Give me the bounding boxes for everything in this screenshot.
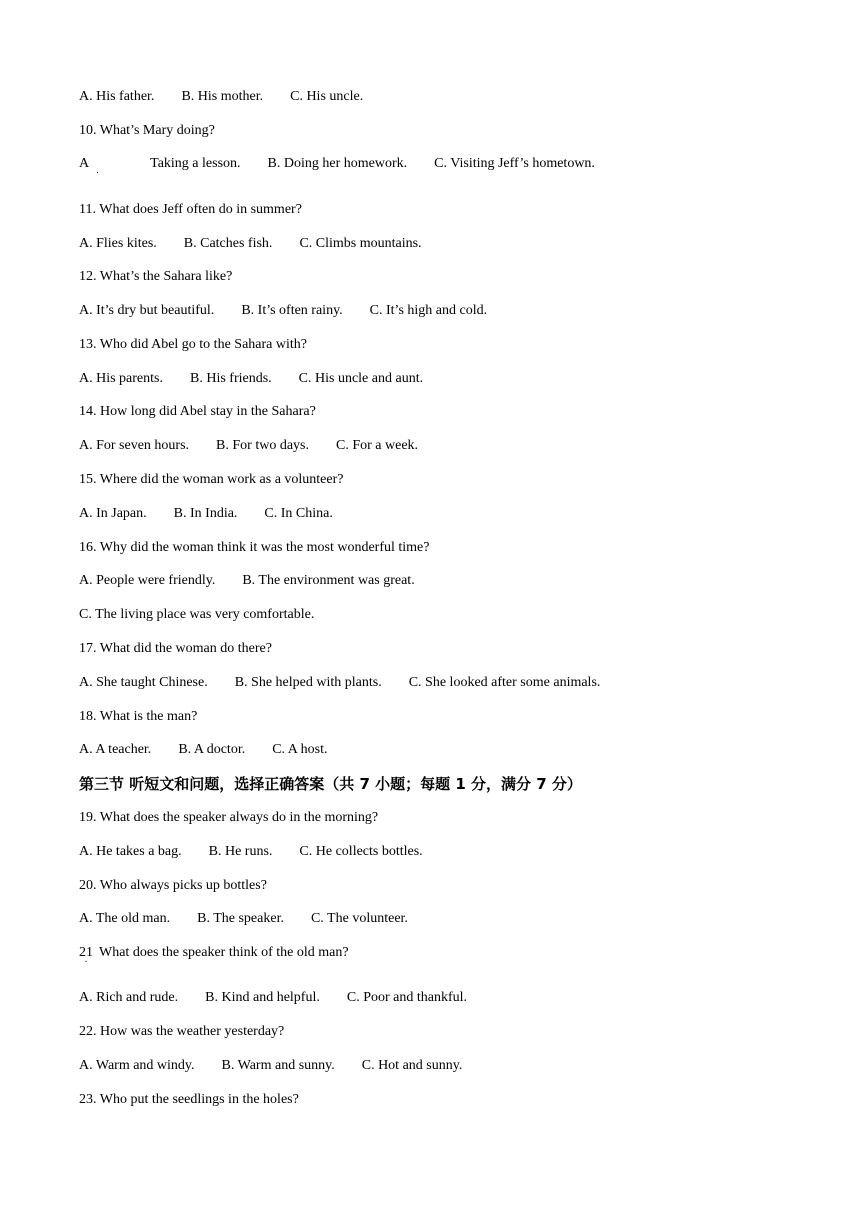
options-row [79, 1057, 462, 1075]
option: A. Flies kites. [79, 236, 157, 251]
option: C. His uncle. [290, 89, 364, 104]
option: B. It’s often rainy. [241, 303, 343, 318]
options-row [79, 606, 314, 624]
options-row [79, 910, 408, 928]
options-row [79, 572, 415, 590]
option: B. The speaker. [197, 911, 284, 926]
option: A. Warm and windy. [79, 1058, 195, 1073]
question: 22. How was the weather yesterday? [79, 1024, 285, 1039]
option: B. His friends. [190, 371, 272, 386]
question: 16. Why did the woman think it was the most wonderful time? [79, 540, 430, 555]
option: B. Doing her homework. [267, 156, 408, 171]
option: C. The living place was very comfortable. [79, 607, 315, 622]
question-number [79, 944, 93, 968]
question-text: What does the speaker think of the old man? [99, 945, 349, 960]
option: C. Visiting Jeff’s hometown. [434, 156, 595, 171]
options-row [79, 989, 467, 1007]
section-heading: 第三节 听短文和问题，选择正确答案（共 7 小题；每题 1 分，满分 7 分） [79, 775, 582, 793]
options-row [79, 235, 422, 253]
option: A. She taught Chinese. [79, 675, 208, 690]
question-number-text: 21 [79, 945, 93, 960]
option: A. It’s dry but beautiful. [79, 303, 215, 318]
question: 20. Who always picks up bottles? [79, 878, 267, 893]
option: B. Kind and helpful. [205, 990, 320, 1005]
options-row [79, 302, 487, 320]
option: B. For two days. [216, 438, 309, 453]
option: C. It’s high and cold. [369, 303, 488, 318]
question: 15. Where did the woman work as a volunteer? [79, 472, 344, 487]
option: C. Climbs mountains. [299, 236, 422, 251]
option: B. Warm and sunny. [221, 1058, 335, 1073]
option: A. His father. [79, 89, 155, 104]
option: C. She looked after some animals. [408, 675, 601, 690]
question: 11. What does Jeff often do in summer? [79, 202, 302, 217]
options-row [79, 370, 423, 388]
question: 13. Who did Abel go to the Sahara with? [79, 337, 307, 352]
option: C. Poor and thankful. [346, 990, 468, 1005]
option: C. A host. [272, 742, 328, 757]
option: B. His mother. [181, 89, 264, 104]
options-row [79, 674, 600, 692]
option: A. People were friendly. [79, 573, 216, 588]
options-row [79, 843, 423, 861]
option: B. Catches fish. [183, 236, 273, 251]
question: 19. What does the speaker always do in the morning? [79, 810, 379, 825]
options-row [79, 505, 333, 523]
dot-mark: · [84, 957, 88, 968]
question [79, 944, 349, 968]
question: 23. Who put the seedlings in the holes? [79, 1092, 299, 1107]
option-letter-text: A [79, 156, 90, 171]
option: A. In Japan. [79, 506, 147, 521]
option: B. She helped with plants. [234, 675, 382, 690]
option: B. In India. [173, 506, 238, 521]
option: C. He collects bottles. [299, 844, 423, 859]
option: B. He runs. [208, 844, 273, 859]
option: C. For a week. [336, 438, 419, 453]
option: A. Rich and rude. [79, 990, 179, 1005]
option: C. The volunteer. [310, 911, 408, 926]
option: A. He takes a bag. [79, 844, 182, 859]
options-row [79, 741, 327, 759]
options-row [79, 88, 363, 106]
option: B. The environment was great. [242, 573, 415, 588]
question: 18. What is the man? [79, 709, 198, 724]
option: A. His parents. [79, 371, 163, 386]
option-letter [79, 155, 116, 179]
question: 12. What’s the Sahara like? [79, 269, 233, 284]
option: A. A teacher. [79, 742, 152, 757]
option: C. In China. [264, 506, 333, 521]
option: A. The old man. [79, 911, 171, 926]
option: C. Hot and sunny. [361, 1058, 463, 1073]
option: C. His uncle and aunt. [298, 371, 424, 386]
question: 10. What’s Mary doing? [79, 123, 215, 138]
options-row [79, 437, 418, 455]
question: 14. How long did Abel stay in the Sahara? [79, 404, 316, 419]
option: B. A doctor. [178, 742, 246, 757]
option: A. For seven hours. [79, 438, 190, 453]
option [79, 156, 241, 179]
option-text: Taking a lesson. [150, 156, 241, 171]
question: 17. What did the woman do there? [79, 641, 272, 656]
dot-mark: · [95, 168, 100, 179]
options-row [79, 155, 595, 179]
